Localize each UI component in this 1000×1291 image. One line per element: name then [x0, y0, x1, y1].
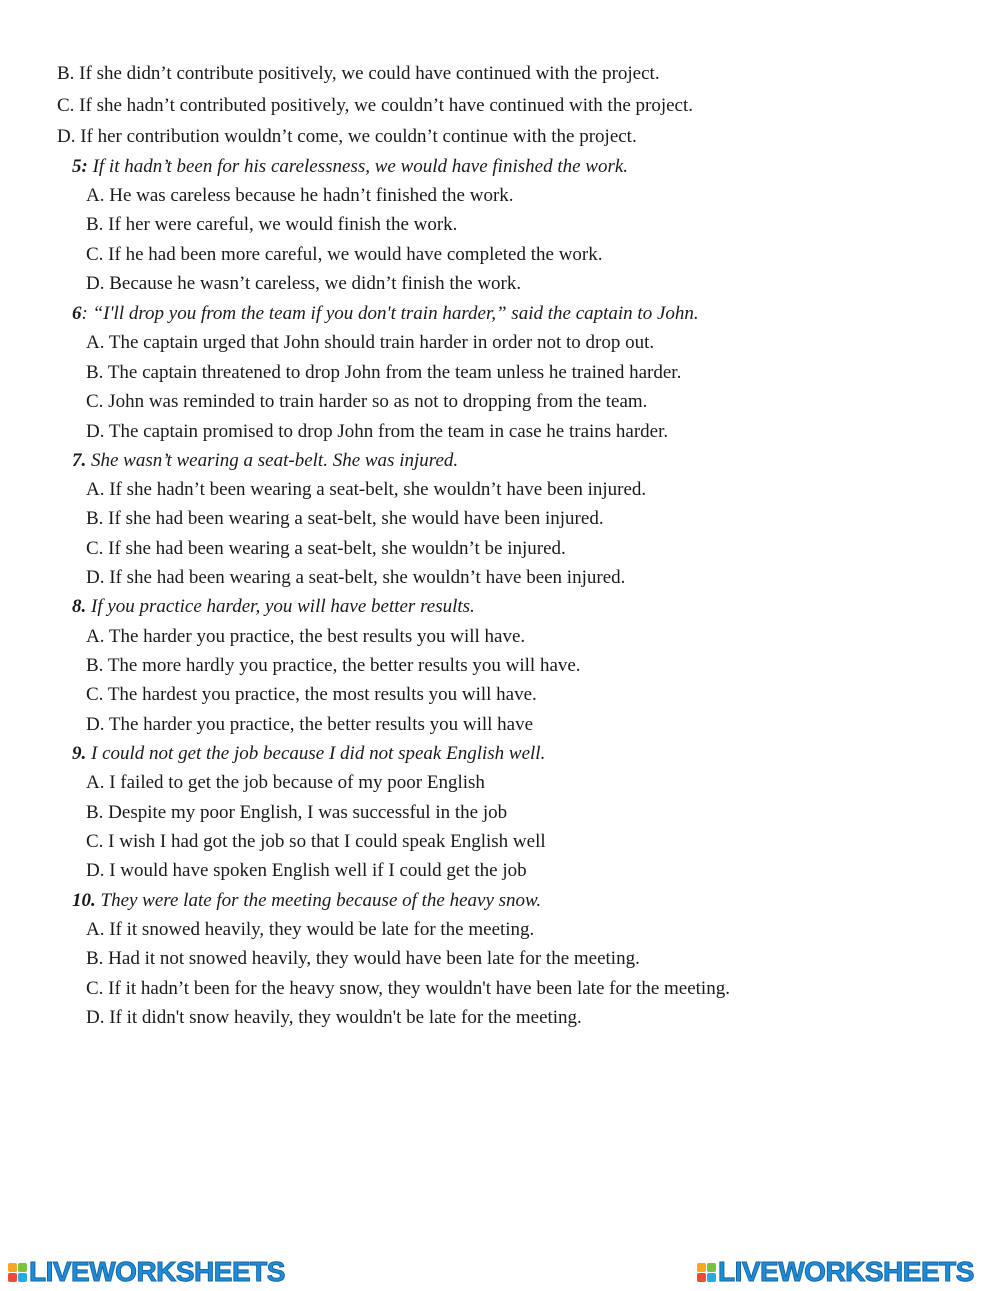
liveworksheets-logo-right[interactable]: [697, 1258, 974, 1286]
liveworksheets-logo-icon: [697, 1263, 716, 1282]
option-line: B. If she didn’t contribute positively, we could have continued with the project.: [57, 63, 660, 84]
option-line: A. The captain urged that John should train harder in order not to drop out.: [86, 332, 655, 353]
option-line: B. The more hardly you practice, the better results you will have.: [86, 655, 581, 676]
question-7-prompt: [72, 449, 458, 473]
option-line: C. John was reminded to train harder so as not to dropping from the team.: [86, 391, 648, 412]
question-number: 10.: [72, 890, 96, 911]
option-line: C. If it hadn’t been for the heavy snow, they wouldn't have been late for the meeting.: [86, 978, 730, 999]
option-line: C. If she had been wearing a seat-belt, she wouldn’t be injured.: [86, 538, 566, 559]
question-6-prompt: [72, 302, 699, 326]
option-line: B. Had it not snowed heavily, they would have been late for the meeting.: [86, 948, 640, 969]
question-text: If you practice harder, you will have better results.: [86, 596, 475, 617]
option-line: D. If her contribution wouldn’t come, we couldn’t continue with the project.: [57, 126, 637, 147]
option-line: B. The captain threatened to drop John from the team unless he trained harder.: [86, 362, 682, 383]
question-text: : “I'll drop you from the team if you don't train harder,” said the captain to John.: [81, 303, 699, 324]
option-line: D. The captain promised to drop John from the team in case he trains harder.: [86, 421, 669, 442]
option-line: A. He was careless because he hadn’t finished the work.: [86, 185, 514, 206]
option-line: D. If she had been wearing a seat-belt, she wouldn’t have been injured.: [86, 567, 626, 588]
option-line: C. If she hadn’t contributed positively, we couldn’t have continued with the project.: [57, 95, 693, 116]
question-9-prompt: [72, 742, 545, 766]
question-number: 8.: [72, 596, 87, 617]
question-text: I could not get the job because I did not speak English well.: [86, 743, 546, 764]
option-line: C. The hardest you practice, the most results you will have.: [86, 684, 537, 705]
option-line: D. The harder you practice, the better results you will have: [86, 714, 534, 735]
question-text: If it hadn’t been for his carelessness, we would have finished the work.: [87, 156, 629, 177]
question-text: They were late for the meeting because of the heavy snow.: [95, 890, 542, 911]
option-line: D. I would have spoken English well if I could get the job: [86, 860, 527, 881]
liveworksheets-logo-icon: [8, 1263, 27, 1282]
option-line: A. I failed to get the job because of my poor English: [86, 772, 485, 793]
option-line: B. If she had been wearing a seat-belt, she would have been injured.: [86, 508, 604, 529]
option-line: C. I wish I had got the job so that I could speak English well: [86, 831, 546, 852]
option-line: D. If it didn't snow heavily, they wouldn't be late for the meeting.: [86, 1007, 582, 1028]
question-10-prompt: [72, 889, 541, 913]
question-8-prompt: [72, 595, 475, 619]
question-5-prompt: [72, 155, 628, 179]
liveworksheets-logo-left[interactable]: [8, 1258, 285, 1286]
logo-text: LIVEWORKSHEETS: [718, 1256, 974, 1287]
option-line: A. If she hadn’t been wearing a seat-belt, she wouldn’t have been injured.: [86, 479, 647, 500]
option-line: A. The harder you practice, the best results you will have.: [86, 626, 526, 647]
option-line: B. Despite my poor English, I was successful in the job: [86, 802, 508, 823]
option-line: C. If he had been more careful, we would have completed the work.: [86, 244, 603, 265]
option-line: A. If it snowed heavily, they would be late for the meeting.: [86, 919, 535, 940]
question-text: She wasn’t wearing a seat-belt. She was injured.: [86, 450, 459, 471]
option-line: D. Because he wasn’t careless, we didn’t finish the work.: [86, 273, 522, 294]
question-number: 6: [72, 303, 82, 324]
question-number: 9.: [72, 743, 87, 764]
question-number: 7.: [72, 450, 87, 471]
logo-text: LIVEWORKSHEETS: [29, 1256, 285, 1287]
option-line: B. If her were careful, we would finish the work.: [86, 214, 458, 235]
question-number: 5:: [72, 156, 88, 177]
